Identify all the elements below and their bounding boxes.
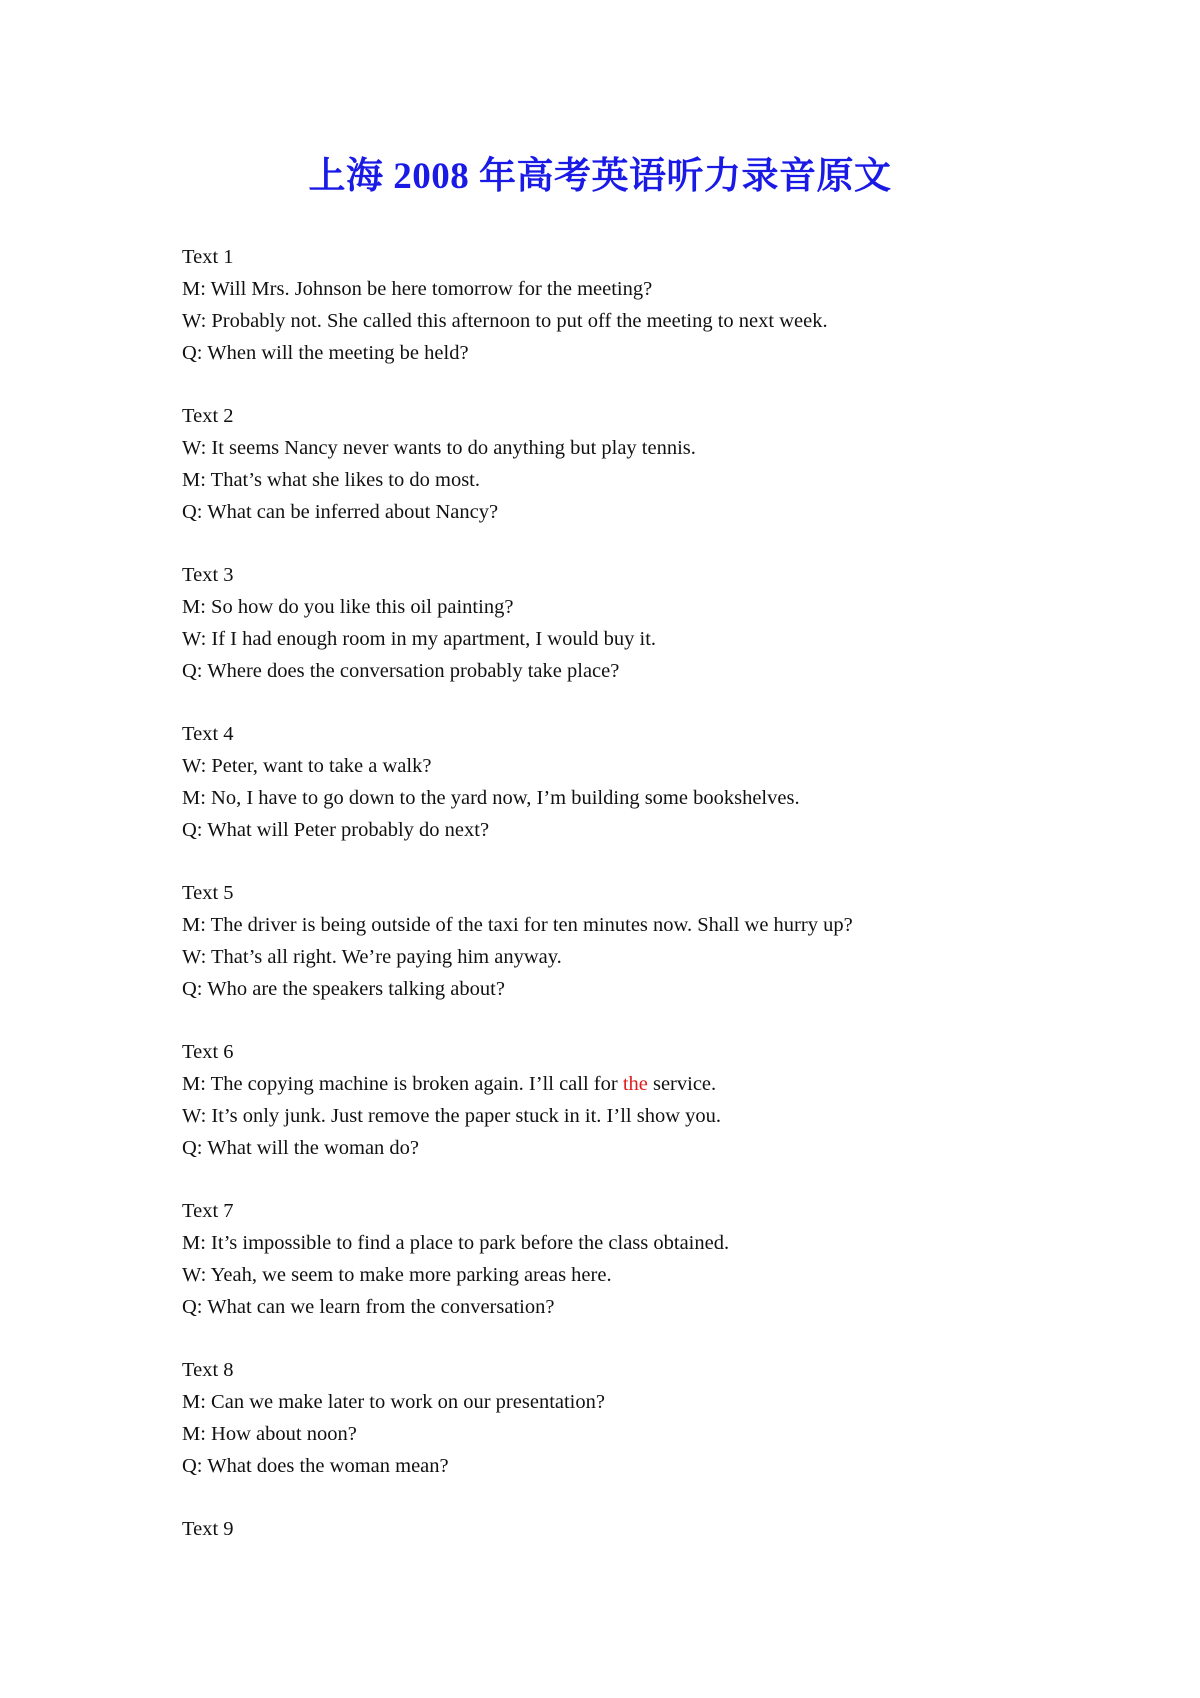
highlighted-word: the: [622, 1073, 648, 1095]
text-block-9: [182, 1513, 1142, 1545]
document-title: 上海 2008 年高考英语听力录音原文: [308, 156, 892, 197]
text-block-7: [182, 1195, 1142, 1323]
text-block-8: [182, 1354, 1142, 1482]
text-heading: Text 8: [182, 1359, 234, 1381]
dialogue-line: M: So how do you like this oil painting?: [182, 596, 514, 618]
dialogue-line: [182, 1068, 1142, 1100]
text-block-5: [182, 877, 1142, 1005]
dialogue-line: W: Probably not. She called this afternoon to put off the meeting to next week.: [182, 310, 828, 332]
text-heading: Text 6: [182, 1041, 234, 1063]
dialogue-line: W: Yeah, we seem to make more parking areas here.: [182, 1264, 612, 1286]
question-line: Q: What does the woman mean?: [182, 1455, 449, 1477]
dialogue-line: W: Peter, want to take a walk?: [182, 755, 432, 777]
question-line: Q: What can be inferred about Nancy?: [182, 501, 499, 523]
text-heading: Text 2: [182, 405, 234, 427]
dialogue-line: M: Will Mrs. Johnson be here tomorrow for the meeting?: [182, 278, 653, 300]
dialogue-line: M: No, I have to go down to the yard now, I’m building some bookshelves.: [182, 787, 800, 809]
dialogue-line: M: How about noon?: [182, 1423, 357, 1445]
text-block-1: [182, 241, 1142, 369]
question-line: Q: What will the woman do?: [182, 1137, 420, 1159]
dialogue-line: W: It’s only junk. Just remove the paper stuck in it. I’ll show you.: [182, 1105, 721, 1127]
text-heading: Text 4: [182, 723, 234, 745]
text-heading: Text 9: [182, 1518, 234, 1540]
dialogue-line: W: That’s all right. We’re paying him anyway.: [182, 946, 562, 968]
text-block-3: [182, 559, 1142, 687]
text-block-2: [182, 400, 1142, 528]
dialogue-line: M: It’s impossible to find a place to park before the class obtained.: [182, 1232, 730, 1254]
question-line: Q: Where does the conversation probably take place?: [182, 660, 620, 682]
text-heading: Text 3: [182, 564, 234, 586]
text-heading: Text 7: [182, 1200, 234, 1222]
text-heading: Text 1: [182, 246, 234, 268]
text-block-6: [182, 1036, 1142, 1164]
text-block-4: [182, 718, 1142, 846]
question-line: Q: Who are the speakers talking about?: [182, 978, 505, 1000]
transcript-body: [182, 241, 1142, 1576]
dialogue-line: M: Can we make later to work on our presentation?: [182, 1391, 605, 1413]
dialogue-text: M: The copying machine is broken again. I’ll call for: [182, 1073, 623, 1095]
text-heading: Text 5: [182, 882, 234, 904]
dialogue-line: W: It seems Nancy never wants to do anything but play tennis.: [182, 437, 696, 459]
question-line: Q: What can we learn from the conversation?: [182, 1296, 555, 1318]
dialogue-line: W: If I had enough room in my apartment, I would buy it.: [182, 628, 657, 650]
question-line: Q: What will Peter probably do next?: [182, 819, 490, 841]
question-line: Q: When will the meeting be held?: [182, 342, 469, 364]
dialogue-line: M: The driver is being outside of the taxi for ten minutes now. Shall we hurry up?: [182, 914, 853, 936]
dialogue-line: M: That’s what she likes to do most.: [182, 469, 481, 491]
dialogue-text: service.: [647, 1073, 717, 1095]
